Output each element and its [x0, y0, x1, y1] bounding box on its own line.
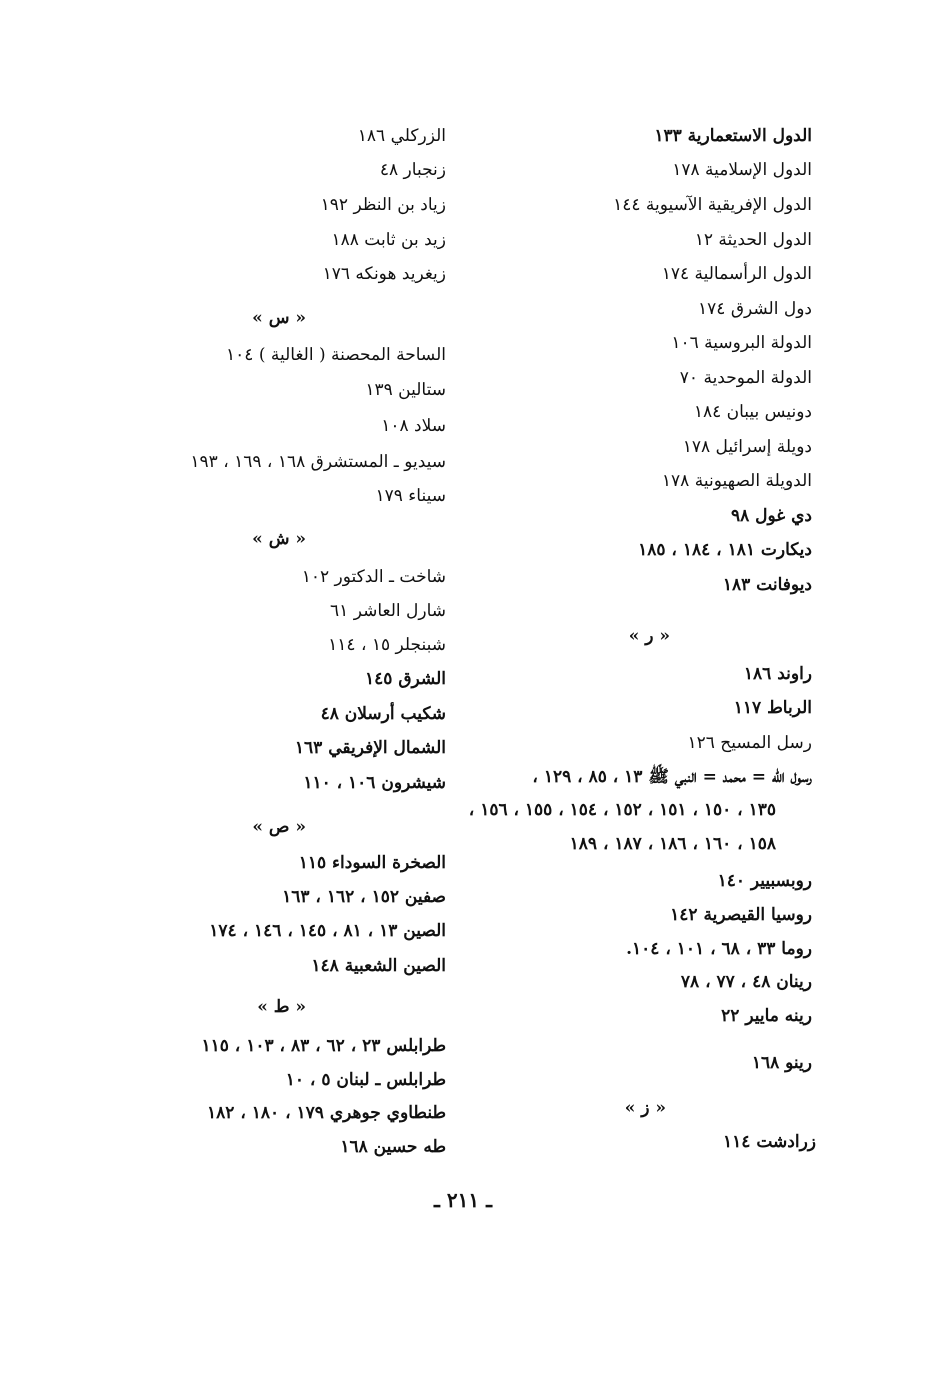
index-entry: رينان ٤٨ ، ٧٧ ، ٧٨ [680, 972, 812, 992]
index-entry-continuation: ١٥٨ ، ١٦٠ ، ١٨٦ ، ١٨٧ ، ١٨٩ [569, 834, 776, 854]
index-entry: زيد بن ثابت ١٨٨ [331, 230, 446, 250]
index-entry: رينه مايير ٢٢ [721, 1006, 812, 1026]
index-entry: شاخت ـ الدكتور ١٠٢ [301, 567, 446, 587]
index-entry: زيغريد هونكه ١٧٦ [322, 264, 446, 284]
index-entry: سيناء ١٧٩ [375, 486, 446, 506]
index-entry: الدول الإفريقية الآسيوية ١٤٤ [613, 195, 812, 215]
index-entry: شكيب أرسلان ٤٨ [320, 704, 446, 724]
index-entry: الصخرة السوداء ١١٥ [298, 853, 446, 873]
index-entry: الدول الرأسمالية ١٧٤ [661, 264, 812, 284]
index-entry: سلاد ١٠٨ [381, 416, 446, 436]
index-column-right [468, 0, 816, 1380]
index-entry: راوند ١٨٦ [743, 664, 812, 684]
index-entry: الشمال الإفريقي ١٦٣ [294, 738, 446, 758]
index-entry: الساحة المحصنة ( الغالية ) ١٠٤ [226, 345, 446, 365]
index-entry: الصين الشعبية ١٤٨ [311, 956, 446, 976]
index-entry: زياد بن النظر ١٩٢ [320, 195, 446, 215]
page-number: ـ ٢١١ ـ [434, 1188, 492, 1212]
section-letter-header: « ط » [257, 997, 306, 1017]
index-entry: طرابلس ٢٣ ، ٦٢ ، ٨٣ ، ١٠٣ ، ١١٥ [201, 1036, 446, 1056]
index-entry: الدولة الموحدية ٧٠ [679, 368, 812, 388]
index-entry: روسيا القيصرية ١٤٢ [670, 905, 812, 925]
index-entry: روما ٣٣ ، ٦٨ ، ١٠١ ، ١٠٤. [626, 939, 812, 959]
index-entry: الصين ١٣ ، ٨١ ، ١٤٥ ، ١٤٦ ، ١٧٤ [209, 921, 446, 941]
index-entry: سيديو ـ المستشرق ١٦٨ ، ١٦٩ ، ١٩٣ [190, 452, 446, 472]
index-entry: الشرق ١٤٥ [365, 669, 446, 689]
index-entry: طرابلس ـ لبنان ٥ ، ١٠ [285, 1070, 446, 1090]
section-letter-header: « ر » [628, 626, 670, 646]
index-entry: رينو ١٦٨ [751, 1053, 812, 1073]
index-entry: الزركلي ١٨٦ [357, 126, 446, 146]
section-letter-header: « س » [252, 308, 306, 328]
index-entry: الدويلة الصهيونية ١٧٨ [661, 471, 812, 491]
section-letter-header: « ص » [252, 817, 306, 837]
index-entry: دونيس بيبان ١٨٤ [693, 402, 812, 422]
index-entry: ديوفانت ١٨٣ [722, 575, 812, 595]
index-entry: شارل العاشر ٦١ [330, 601, 446, 621]
index-entry: الدول الاستعمارية ١٣٣ [654, 126, 812, 146]
index-entry: رسل المسيح ١٢٦ [687, 733, 812, 753]
index-entry: ديكارت ١٨١ ، ١٨٤ ، ١٨٥ [638, 540, 812, 560]
index-entry: زنجبار ٤٨ [379, 160, 446, 180]
index-entry-continuation: ١٣٥ ، ١٥٠ ، ١٥١ ، ١٥٢ ، ١٥٤ ، ١٥٥ ، ١٥٦ ، [468, 800, 776, 820]
index-entry: الدولة البروسية ١٠٦ [671, 333, 812, 353]
index-entry: الرباط ١١٧ [733, 698, 812, 718]
index-column-left [190, 0, 446, 1380]
section-letter-header: « ز » [624, 1098, 666, 1118]
index-entry: شبنجلر ١٥ ، ١١٤ [328, 635, 446, 655]
index-entry: رسول الله = محمد = النبي ﷺ ١٣ ، ٨٥ ، ١٢٩ ، [532, 767, 812, 787]
index-entry: طنطاوي جوهري ١٧٩ ، ١٨٠ ، ١٨٢ [207, 1103, 446, 1123]
index-entry: شيشرون ١٠٦ ، ١١٠ [303, 773, 446, 793]
index-entry: طه حسين ١٦٨ [340, 1137, 446, 1157]
index-entry: صفين ١٥٢ ، ١٦٢ ، ١٦٣ [282, 887, 446, 907]
index-entry: زرادشت ١١٤ [723, 1132, 816, 1152]
index-entry: روبسبيير ١٤٠ [717, 871, 812, 891]
index-entry: دول الشرق ١٧٤ [698, 299, 812, 319]
index-entry: دي غول ٩٨ [730, 506, 812, 526]
section-letter-header: « ش » [252, 529, 306, 549]
index-entry: ستالين ١٣٩ [365, 380, 446, 400]
index-entry: الدول الإسلامية ١٧٨ [672, 160, 812, 180]
index-entry: دويلة إسرائيل ١٧٨ [682, 437, 812, 457]
index-entry: الدول الحديثة ١٢ [694, 230, 812, 250]
